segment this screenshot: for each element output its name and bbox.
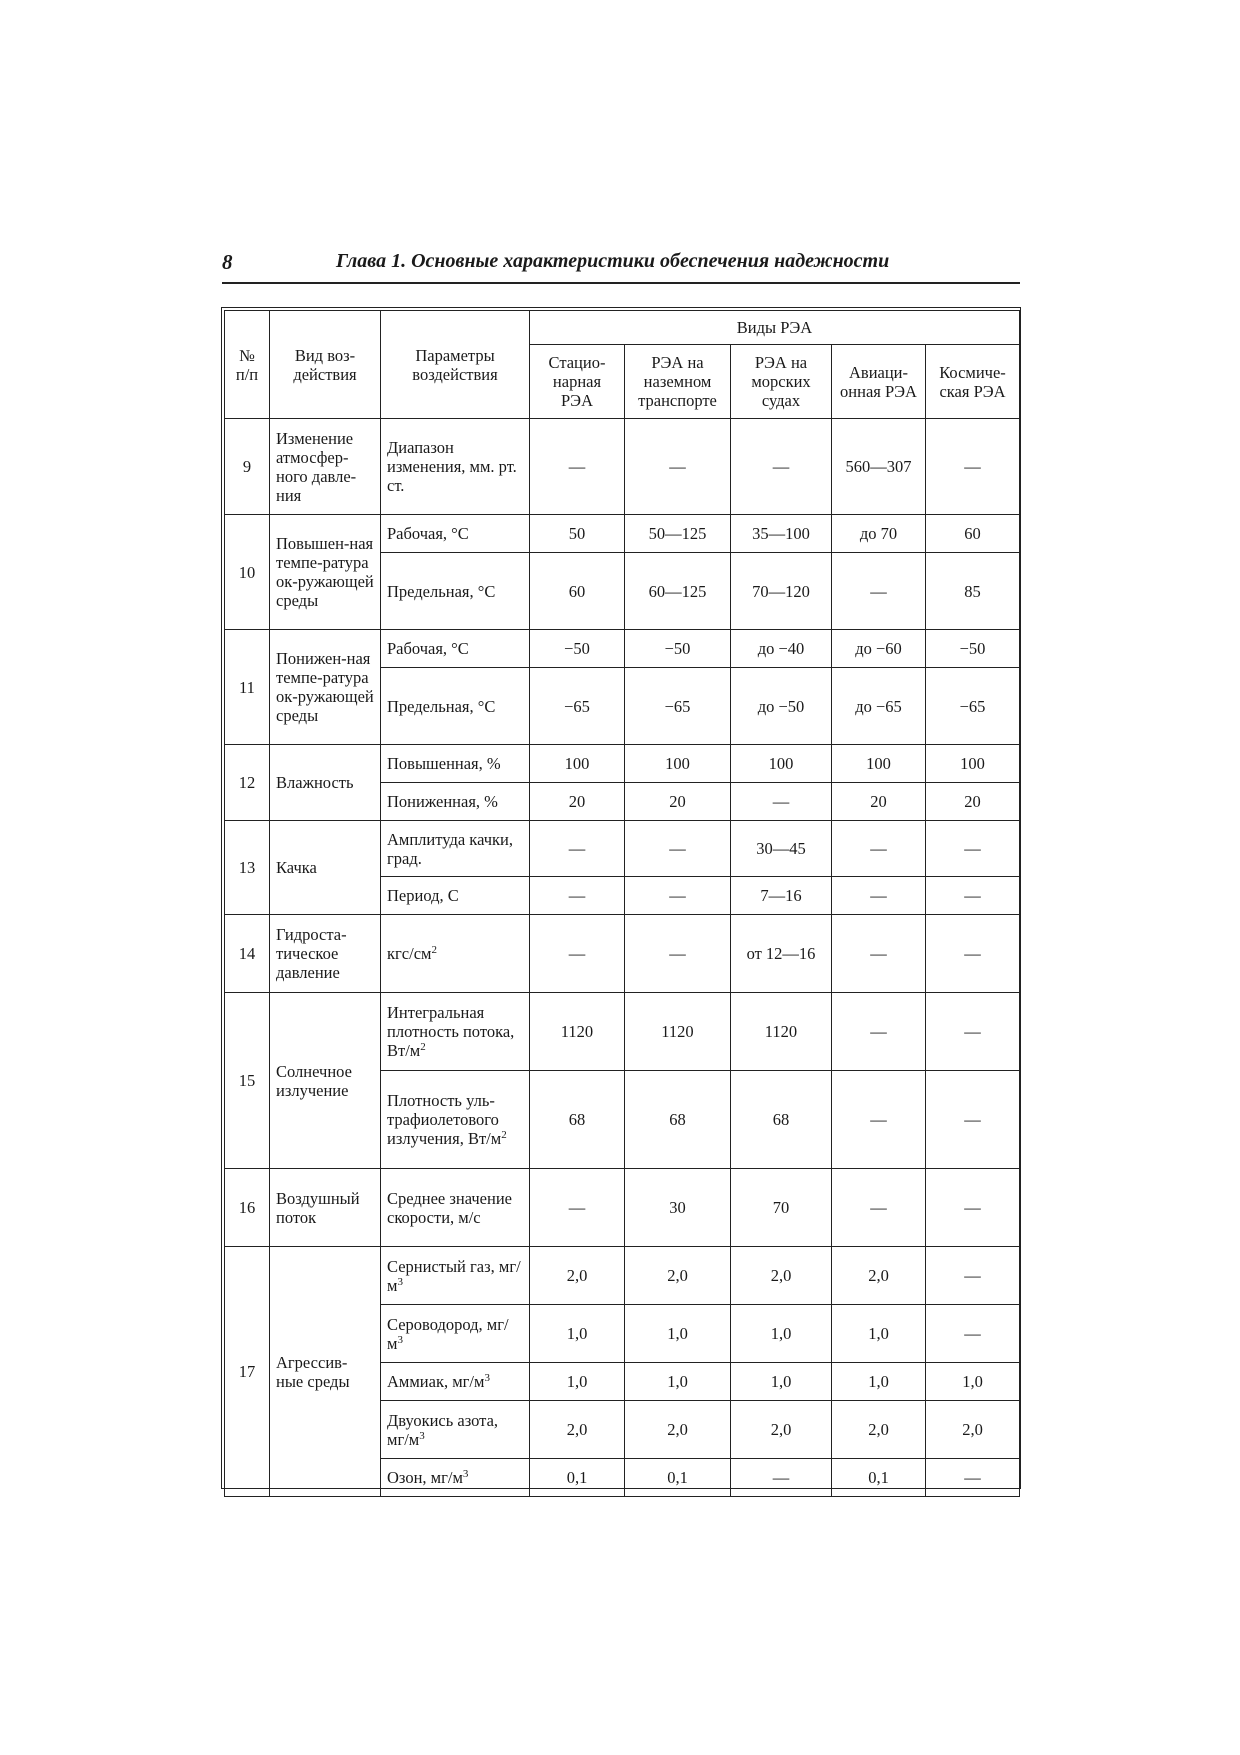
value-stationary: 1120 xyxy=(530,993,625,1071)
value-stationary: — xyxy=(530,419,625,515)
impact-type: Агрессив-ные среды xyxy=(270,1247,381,1497)
value-aviation: — xyxy=(832,821,926,877)
value-marine: 70 xyxy=(731,1169,832,1247)
unit-exponent: 3 xyxy=(484,1372,490,1384)
impact-parameter xyxy=(381,1363,530,1401)
parameter-text: Двуокись азота, мг/м xyxy=(387,1410,499,1449)
value-marine: 70—120 xyxy=(731,553,832,630)
value-space: 2,0 xyxy=(926,1401,1020,1459)
impact-parameter xyxy=(381,1071,530,1169)
value-aviation: до 70 xyxy=(832,515,926,553)
impact-parameter xyxy=(381,553,530,630)
value-space: 100 xyxy=(926,745,1020,783)
impact-parameter xyxy=(381,630,530,668)
row-number: 14 xyxy=(225,915,270,993)
parameter-text: Повышенная, % xyxy=(387,754,501,773)
value-aviation: 1,0 xyxy=(832,1363,926,1401)
impact-parameter xyxy=(381,1247,530,1305)
value-ground: 68 xyxy=(625,1071,731,1169)
table-frame xyxy=(221,307,1021,1489)
value-marine: 7—16 xyxy=(731,877,832,915)
value-space: — xyxy=(926,1169,1020,1247)
impact-parameter xyxy=(381,419,530,515)
table-row xyxy=(225,821,1020,877)
value-stationary: 68 xyxy=(530,1071,625,1169)
value-marine: 30—45 xyxy=(731,821,832,877)
table-row xyxy=(225,1247,1020,1305)
unit-exponent: 3 xyxy=(419,1429,425,1442)
value-ground: 1,0 xyxy=(625,1363,731,1401)
col-header-type: Вид воз-действия xyxy=(270,311,381,419)
parameter-text: Период, С xyxy=(387,886,459,905)
value-marine: 100 xyxy=(731,745,832,783)
page-number: 8 xyxy=(222,250,233,274)
table-row xyxy=(225,745,1020,783)
value-marine: 2,0 xyxy=(731,1401,832,1459)
value-aviation: до −65 xyxy=(832,668,926,745)
value-marine: 68 xyxy=(731,1071,832,1169)
value-space: — xyxy=(926,993,1020,1071)
value-ground: 20 xyxy=(625,783,731,821)
value-space: — xyxy=(926,915,1020,993)
value-aviation: 2,0 xyxy=(832,1247,926,1305)
value-ground: — xyxy=(625,419,731,515)
row-number: 9 xyxy=(225,419,270,515)
impact-parameter xyxy=(381,668,530,745)
table-row xyxy=(225,419,1020,515)
impact-type: Повышен-ная темпе-ратура ок-ружающей среды xyxy=(270,515,381,630)
value-stationary: 60 xyxy=(530,553,625,630)
parameter-text: Пониженная, % xyxy=(387,792,498,811)
impact-type: Воздушный поток xyxy=(270,1169,381,1247)
impact-type: Понижен-ная темпе-ратура ок-ружающей среды xyxy=(270,630,381,745)
impact-parameter xyxy=(381,515,530,553)
value-space: — xyxy=(926,1459,1020,1497)
value-marine: 2,0 xyxy=(731,1247,832,1305)
value-stationary: 2,0 xyxy=(530,1247,625,1305)
value-space: — xyxy=(926,821,1020,877)
value-marine: до −50 xyxy=(731,668,832,745)
value-ground: 100 xyxy=(625,745,731,783)
impact-type: Качка xyxy=(270,821,381,915)
value-aviation: — xyxy=(832,915,926,993)
impact-parameter xyxy=(381,877,530,915)
value-space: — xyxy=(926,877,1020,915)
value-aviation: — xyxy=(832,553,926,630)
parameter-text: Диапазон изменения, мм. рт. ст. xyxy=(387,438,517,495)
value-ground: 60—125 xyxy=(625,553,731,630)
parameter-text: Плотность уль-трафиолетового излучения, Вт/м xyxy=(387,1091,502,1148)
parameter-text: Озон, мг/м xyxy=(387,1468,463,1487)
row-number: 10 xyxy=(225,515,270,630)
value-stationary: — xyxy=(530,915,625,993)
parameter-text: кгс/см xyxy=(387,944,432,963)
value-space: 85 xyxy=(926,553,1020,630)
value-stationary: 1,0 xyxy=(530,1305,625,1363)
table-row xyxy=(225,993,1020,1071)
row-number: 17 xyxy=(225,1247,270,1497)
impact-parameter xyxy=(381,1169,530,1247)
environment-table xyxy=(224,310,1020,1497)
col-header-aviation: Авиаци-онная РЭА xyxy=(832,345,926,419)
value-aviation: 1,0 xyxy=(832,1305,926,1363)
impact-parameter xyxy=(381,745,530,783)
col-header-stationary: Стацио-нарная РЭА xyxy=(530,345,625,419)
value-aviation: 20 xyxy=(832,783,926,821)
value-stationary: — xyxy=(530,1169,625,1247)
table-row xyxy=(225,630,1020,668)
value-stationary: 1,0 xyxy=(530,1363,625,1401)
value-ground: 50—125 xyxy=(625,515,731,553)
value-marine: 35—100 xyxy=(731,515,832,553)
value-ground: — xyxy=(625,915,731,993)
value-ground: 1,0 xyxy=(625,1305,731,1363)
value-space: — xyxy=(926,419,1020,515)
col-header-num: № п/п xyxy=(225,311,270,419)
value-marine: 1120 xyxy=(731,993,832,1071)
value-stationary: — xyxy=(530,877,625,915)
unit-exponent: 3 xyxy=(397,1275,403,1288)
impact-parameter xyxy=(381,915,530,993)
value-aviation: 100 xyxy=(832,745,926,783)
col-header-space: Космиче-ская РЭА xyxy=(926,345,1020,419)
value-space: — xyxy=(926,1305,1020,1363)
impact-parameter xyxy=(381,1305,530,1363)
value-marine: 1,0 xyxy=(731,1363,832,1401)
parameter-text: Рабочая, °С xyxy=(387,639,469,658)
col-header-params: Параметры воздействия xyxy=(381,311,530,419)
value-ground: — xyxy=(625,877,731,915)
impact-type: Влажность xyxy=(270,745,381,821)
table-row xyxy=(225,915,1020,993)
value-ground: 1120 xyxy=(625,993,731,1071)
parameter-text: Интегральная плотность потока, Вт/м xyxy=(387,1003,515,1060)
table-row xyxy=(225,515,1020,553)
impact-parameter xyxy=(381,783,530,821)
value-stationary: −65 xyxy=(530,668,625,745)
unit-exponent: 2 xyxy=(420,1041,426,1053)
chapter-title: Глава 1. Основные характеристики обеспечения надежности xyxy=(336,250,890,272)
value-marine: 1,0 xyxy=(731,1305,832,1363)
unit-exponent: 2 xyxy=(431,944,437,956)
value-aviation: до −60 xyxy=(832,630,926,668)
row-number: 11 xyxy=(225,630,270,745)
impact-parameter xyxy=(381,1459,530,1497)
impact-type: Изменение атмосфер-ного давле-ния xyxy=(270,419,381,515)
value-aviation: 0,1 xyxy=(832,1459,926,1497)
value-ground: 0,1 xyxy=(625,1459,731,1497)
value-space: −65 xyxy=(926,668,1020,745)
value-ground: −65 xyxy=(625,668,731,745)
value-aviation: 2,0 xyxy=(832,1401,926,1459)
impact-type: Гидроста-тическое давление xyxy=(270,915,381,993)
value-marine: до −40 xyxy=(731,630,832,668)
parameter-text: Предельная, °С xyxy=(387,696,496,716)
row-number: 12 xyxy=(225,745,270,821)
parameter-text: Предельная, °С xyxy=(387,581,496,601)
value-space: −50 xyxy=(926,630,1020,668)
value-marine: — xyxy=(731,783,832,821)
value-space: 1,0 xyxy=(926,1363,1020,1401)
value-ground: −50 xyxy=(625,630,731,668)
value-ground: 30 xyxy=(625,1169,731,1247)
value-marine: — xyxy=(731,419,832,515)
value-aviation: — xyxy=(832,1169,926,1247)
row-number: 13 xyxy=(225,821,270,915)
table-row xyxy=(225,1169,1020,1247)
value-aviation: — xyxy=(832,1071,926,1169)
value-ground: 2,0 xyxy=(625,1401,731,1459)
value-aviation: — xyxy=(832,993,926,1071)
parameter-text: Среднее значение скорости, м/с xyxy=(387,1188,512,1227)
value-aviation: — xyxy=(832,877,926,915)
value-stationary: 20 xyxy=(530,783,625,821)
col-header-group: Виды РЭА xyxy=(530,311,1020,345)
value-aviation: 560—307 xyxy=(832,419,926,515)
value-stationary: — xyxy=(530,821,625,877)
value-ground: 2,0 xyxy=(625,1247,731,1305)
parameter-text: Сероводород, мг/м xyxy=(387,1314,509,1353)
unit-exponent: 3 xyxy=(397,1333,403,1346)
unit-exponent: 3 xyxy=(462,1468,469,1480)
header-row-1 xyxy=(225,311,1020,345)
value-stationary: 2,0 xyxy=(530,1401,625,1459)
value-space: — xyxy=(926,1247,1020,1305)
parameter-text: Аммиак, мг/м xyxy=(387,1372,485,1391)
impact-type: Солнечное излучение xyxy=(270,993,381,1169)
page-header xyxy=(222,250,1020,284)
col-header-marine: РЭА на морских судах xyxy=(731,345,832,419)
value-marine: — xyxy=(731,1459,832,1497)
col-header-ground: РЭА на наземном транспорте xyxy=(625,345,731,419)
value-stationary: 100 xyxy=(530,745,625,783)
unit-exponent: 2 xyxy=(501,1129,507,1141)
impact-parameter xyxy=(381,993,530,1071)
impact-parameter xyxy=(381,1401,530,1459)
impact-parameter xyxy=(381,821,530,877)
value-space: — xyxy=(926,1071,1020,1169)
value-ground: — xyxy=(625,821,731,877)
value-stationary: −50 xyxy=(530,630,625,668)
row-number: 16 xyxy=(225,1169,270,1247)
row-number: 15 xyxy=(225,993,270,1169)
parameter-text: Сернистый газ, мг/м xyxy=(387,1256,521,1295)
value-stationary: 0,1 xyxy=(530,1459,625,1497)
parameter-text: Амплитуда качки, град. xyxy=(387,829,513,868)
value-space: 20 xyxy=(926,783,1020,821)
value-marine: от 12—16 xyxy=(731,915,832,993)
value-stationary: 50 xyxy=(530,515,625,553)
parameter-text: Рабочая, °С xyxy=(387,524,469,543)
value-space: 60 xyxy=(926,515,1020,553)
